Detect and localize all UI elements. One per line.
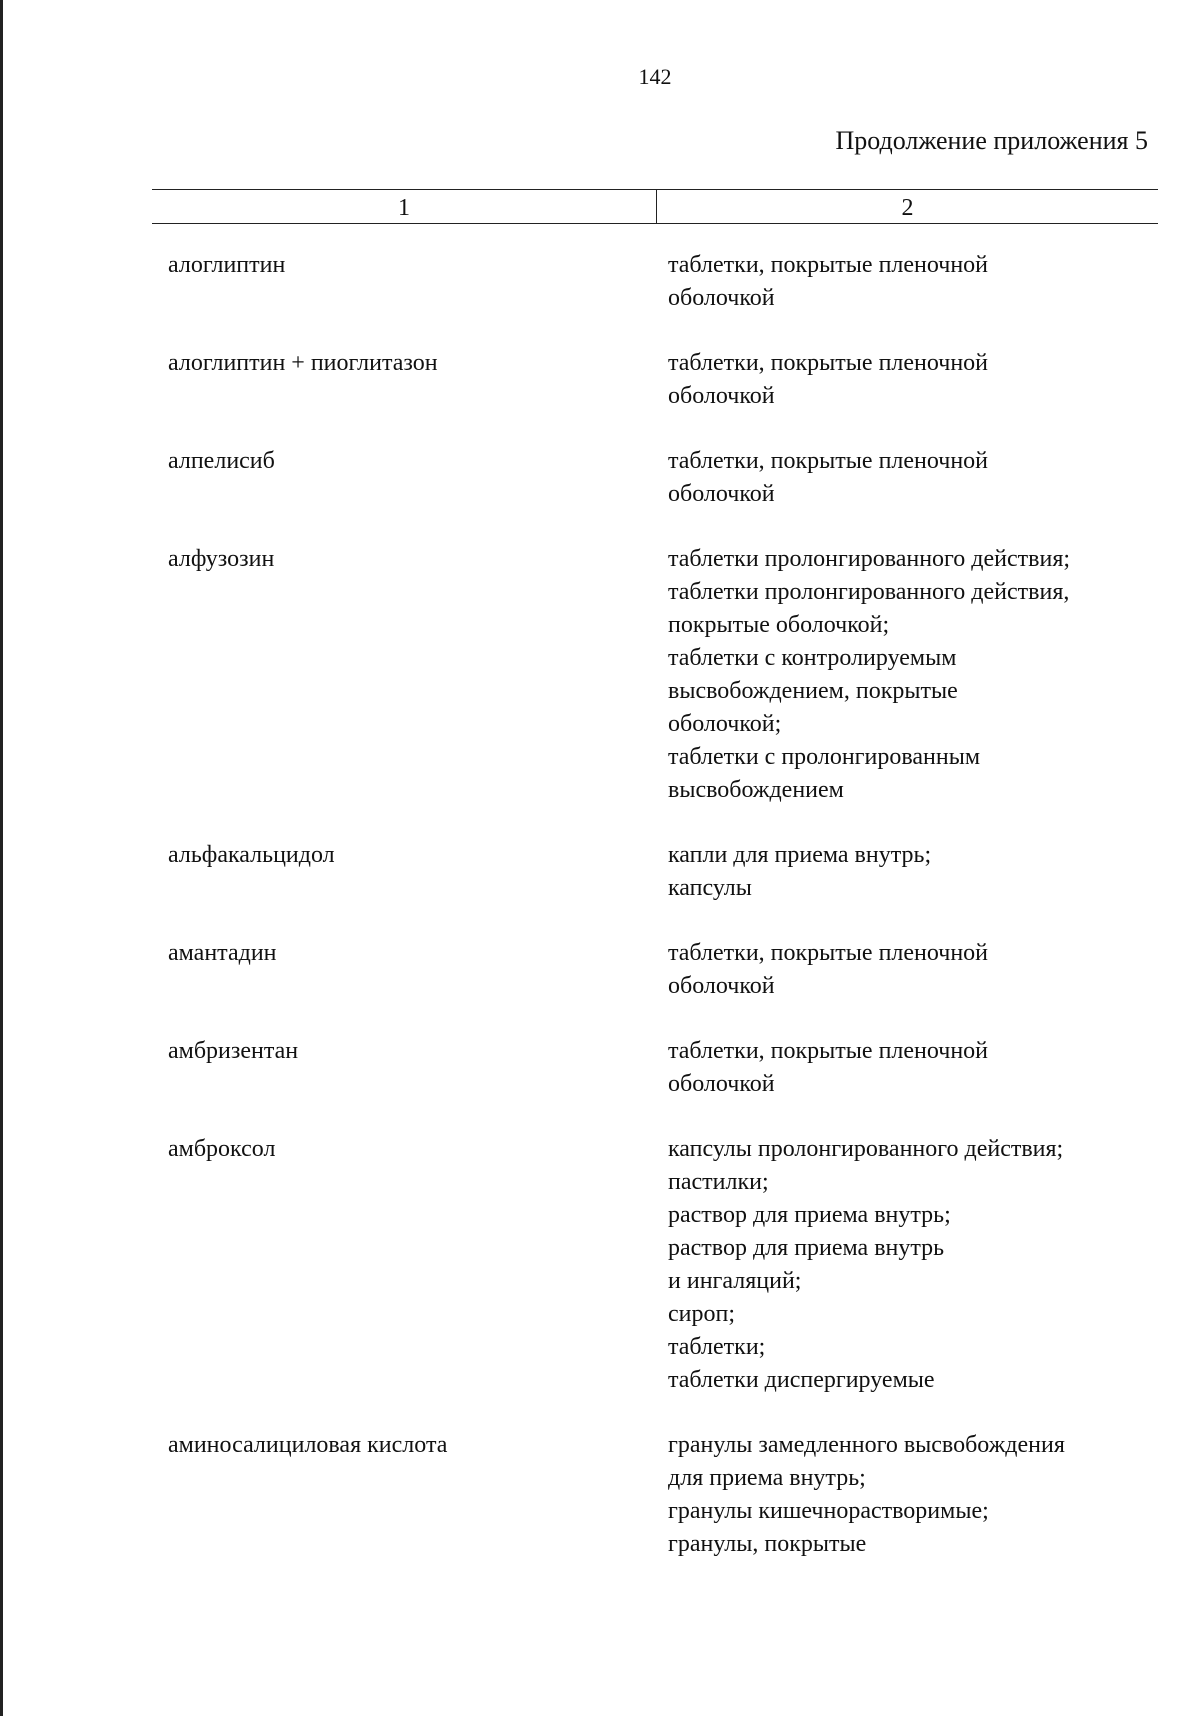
- dosage-form-line: таблетки пролонгированного действия,: [668, 579, 1070, 605]
- dosage-form-line: таблетки пролонгированного действия;: [668, 546, 1071, 572]
- dosage-form-line: раствор для приема внутрь;: [668, 1202, 951, 1228]
- table-header: [152, 189, 1158, 224]
- dosage-form-line: гранулы, покрытые: [668, 1531, 867, 1557]
- column-header-1: 1: [398, 195, 410, 221]
- table-row: [0, 445, 1200, 511]
- dosage-form-line: сироп;: [668, 1301, 736, 1327]
- dosage-form-line: и ингаляций;: [668, 1268, 802, 1294]
- page-number: 142: [638, 64, 672, 89]
- substance-name: алоглиптин + пиоглитазон: [168, 350, 438, 376]
- dosage-form-line: оболочкой: [668, 285, 775, 311]
- dosage-form-line: оболочкой: [668, 481, 775, 507]
- dosage-form-line: оболочкой: [668, 383, 775, 409]
- table-row: [0, 543, 1200, 807]
- dosage-forms: [668, 937, 1200, 1003]
- dosage-form-line: высвобождением: [668, 777, 844, 803]
- dosage-form-line: таблетки, покрытые пленочной: [668, 1038, 989, 1064]
- dosage-forms: [668, 347, 1200, 413]
- table-row: [0, 347, 1200, 413]
- dosage-form-line: покрытые оболочкой;: [668, 612, 890, 638]
- dosage-forms: [668, 543, 1200, 807]
- table-row: [0, 937, 1200, 1003]
- substance-name: алоглиптин: [168, 252, 286, 278]
- table-row: [0, 1429, 1200, 1561]
- dosage-form-line: раствор для приема внутрь: [668, 1235, 945, 1261]
- dosage-form-line: гранулы замедленного высвобождения: [668, 1432, 1065, 1458]
- dosage-form-line: таблетки с контролируемым: [668, 645, 957, 671]
- table-row: [0, 1133, 1200, 1397]
- substance-name: амброксол: [168, 1136, 276, 1162]
- dosage-form-line: высвобождением, покрытые: [668, 678, 958, 704]
- dosage-forms: [668, 839, 1200, 905]
- substance-name: альфакальцидол: [168, 842, 335, 868]
- dosage-form-line: оболочкой;: [668, 711, 782, 737]
- dosage-form-line: гранулы кишечнорастворимые;: [668, 1498, 989, 1524]
- substance-name: алфузозин: [168, 546, 275, 572]
- dosage-form-line: капсулы пролонгированного действия;: [668, 1136, 1064, 1162]
- dosage-form-line: пастилки;: [668, 1169, 769, 1195]
- table-row: [0, 249, 1200, 315]
- dosage-form-line: таблетки, покрытые пленочной: [668, 252, 989, 278]
- substance-name: амантадин: [168, 940, 277, 966]
- column-header-2: 2: [656, 190, 1158, 223]
- dosage-form-line: таблетки, покрытые пленочной: [668, 940, 989, 966]
- dosage-forms: [668, 1035, 1200, 1101]
- dosage-form-line: таблетки, покрытые пленочной: [668, 448, 989, 474]
- dosage-form-line: таблетки, покрытые пленочной: [668, 350, 989, 376]
- dosage-form-line: капли для приема внутрь;: [668, 842, 932, 868]
- table-body: [0, 249, 1200, 1593]
- dosage-forms: [668, 1133, 1200, 1397]
- dosage-form-line: таблетки с пролонгированным: [668, 744, 981, 770]
- substance-name: амбризентан: [168, 1038, 299, 1064]
- substance-name: аминосалициловая кислота: [168, 1432, 448, 1458]
- appendix-continuation-note: Продолжение приложения 5: [835, 126, 1148, 155]
- dosage-forms: [668, 249, 1200, 315]
- dosage-form-line: капсулы: [668, 875, 752, 901]
- dosage-forms: [668, 1429, 1200, 1561]
- table-row: [0, 1035, 1200, 1101]
- dosage-form-line: таблетки диспергируемые: [668, 1367, 935, 1393]
- dosage-form-line: таблетки;: [668, 1334, 766, 1360]
- table-row: [0, 839, 1200, 905]
- dosage-forms: [668, 445, 1200, 511]
- substance-name: алпелисиб: [168, 448, 275, 474]
- dosage-form-line: для приема внутрь;: [668, 1465, 866, 1491]
- dosage-form-line: оболочкой: [668, 973, 775, 999]
- dosage-form-line: оболочкой: [668, 1071, 775, 1097]
